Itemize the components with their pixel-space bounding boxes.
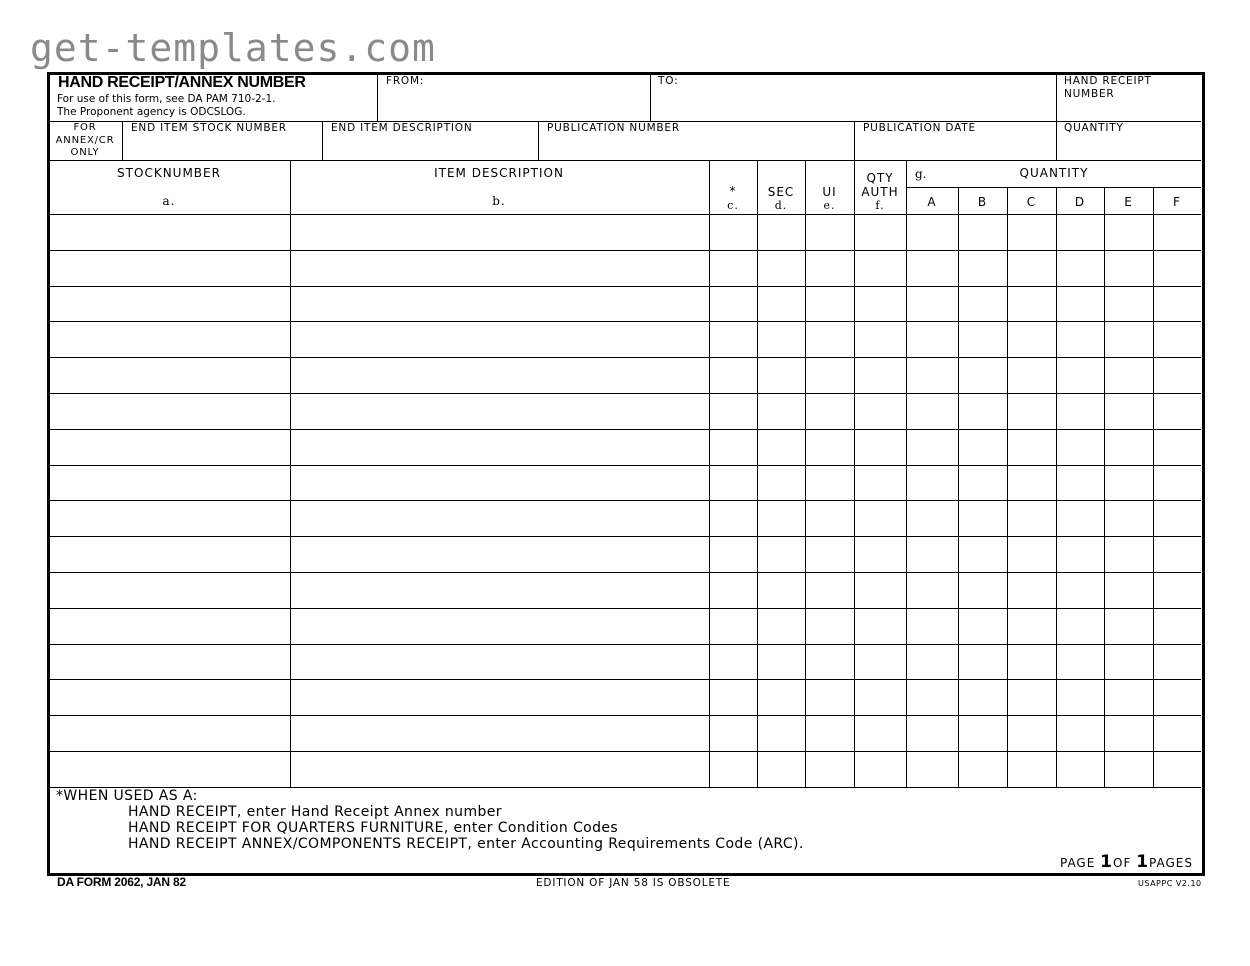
- cell-qty-b[interactable]: [960, 539, 1005, 569]
- cell-qty-e[interactable]: [1106, 432, 1151, 462]
- quantity-subheader-c: C: [1026, 195, 1037, 209]
- end-item-stock-number-field[interactable]: [124, 138, 320, 158]
- cell-ui[interactable]: [807, 539, 852, 569]
- cell-qty-d[interactable]: [1058, 718, 1102, 748]
- cell-stock-number[interactable]: [51, 324, 288, 354]
- cell-qty-f[interactable]: [1155, 539, 1199, 569]
- for-annex-label: [50, 122, 120, 160]
- publication-date-field[interactable]: [856, 138, 1054, 158]
- cell-qty-b[interactable]: [960, 575, 1005, 605]
- cell-qty-a[interactable]: [908, 217, 956, 247]
- cell-star[interactable]: [711, 360, 755, 390]
- form-id: DA FORM 2062, JAN 82: [57, 875, 186, 889]
- table-row: [49, 429, 1201, 465]
- cell-sec[interactable]: [759, 503, 803, 533]
- cell-stock-number[interactable]: [51, 647, 288, 677]
- col-star-header: *: [729, 184, 737, 198]
- quantity-subheader-e: E: [1124, 195, 1133, 209]
- cell-star[interactable]: [711, 718, 755, 748]
- cell-qty-e[interactable]: [1106, 289, 1151, 319]
- cell-ui[interactable]: [807, 217, 852, 247]
- cell-qty-b[interactable]: [960, 253, 1005, 283]
- cell-qty-c[interactable]: [1009, 682, 1054, 712]
- cell-qty-auth[interactable]: [856, 468, 904, 498]
- divider: [122, 122, 123, 160]
- cell-qty-b[interactable]: [960, 718, 1005, 748]
- cell-qty-d[interactable]: [1058, 253, 1102, 283]
- use-note: For use of this form, see DA PAM 710-2-1.: [57, 93, 276, 105]
- cell-qty-f[interactable]: [1155, 289, 1199, 319]
- cell-qty-b[interactable]: [960, 754, 1005, 784]
- cell-qty-e[interactable]: [1106, 682, 1151, 712]
- cell-qty-auth[interactable]: [856, 718, 904, 748]
- cell-qty-a[interactable]: [908, 396, 956, 426]
- cell-qty-c[interactable]: [1009, 253, 1054, 283]
- cell-stock-number[interactable]: [51, 289, 288, 319]
- cell-qty-a[interactable]: [908, 647, 956, 677]
- cell-ui[interactable]: [807, 396, 852, 426]
- cell-qty-auth[interactable]: [856, 647, 904, 677]
- cell-item-description[interactable]: [292, 396, 707, 426]
- cell-qty-d[interactable]: [1058, 539, 1102, 569]
- col-auth-letter: f.: [875, 199, 885, 212]
- cell-star[interactable]: [711, 324, 755, 354]
- cell-qty-e[interactable]: [1106, 611, 1151, 641]
- cell-sec[interactable]: [759, 324, 803, 354]
- cell-qty-c[interactable]: [1009, 647, 1054, 677]
- cell-qty-auth[interactable]: [856, 253, 904, 283]
- version: USAPPC V2.10: [1138, 879, 1202, 888]
- publication-number-label: PUBLICATION NUMBER: [547, 122, 680, 134]
- cell-qty-e[interactable]: [1106, 754, 1151, 784]
- cell-qty-a[interactable]: [908, 253, 956, 283]
- quantity-subheader-a: A: [927, 195, 937, 209]
- cell-qty-d[interactable]: [1058, 360, 1102, 390]
- cell-qty-a[interactable]: [908, 575, 956, 605]
- cell-item-description[interactable]: [292, 253, 707, 283]
- notes-line-1: HAND RECEIPT, enter Hand Receipt Annex number: [128, 804, 502, 820]
- cell-qty-d[interactable]: [1058, 575, 1102, 605]
- table-row: [49, 608, 1201, 644]
- cell-qty-f[interactable]: [1155, 647, 1199, 677]
- cell-qty-c[interactable]: [1009, 432, 1054, 462]
- divider: [322, 122, 323, 160]
- cell-qty-c[interactable]: [1009, 468, 1054, 498]
- cell-ui[interactable]: [807, 575, 852, 605]
- cell-qty-b[interactable]: [960, 432, 1005, 462]
- cell-sec[interactable]: [759, 611, 803, 641]
- cell-qty-a[interactable]: [908, 468, 956, 498]
- cell-qty-e[interactable]: [1106, 324, 1151, 354]
- cell-qty-f[interactable]: [1155, 575, 1199, 605]
- cell-qty-e[interactable]: [1106, 575, 1151, 605]
- publication-date-label: PUBLICATION DATE: [863, 122, 976, 134]
- cell-sec[interactable]: [759, 647, 803, 677]
- cell-qty-a[interactable]: [908, 289, 956, 319]
- cell-stock-number[interactable]: [51, 718, 288, 748]
- row-divider: [49, 787, 1201, 788]
- table-row: [49, 679, 1201, 715]
- cell-qty-c[interactable]: [1009, 289, 1054, 319]
- cell-item-description[interactable]: [292, 432, 707, 462]
- cell-qty-a[interactable]: [908, 539, 956, 569]
- cell-ui[interactable]: [807, 754, 852, 784]
- cell-sec[interactable]: [759, 718, 803, 748]
- cell-star[interactable]: [711, 503, 755, 533]
- cell-sec[interactable]: [759, 360, 803, 390]
- cell-qty-d[interactable]: [1058, 324, 1102, 354]
- page-indicator: [1060, 852, 1193, 872]
- watermark: get-templates.com: [30, 26, 436, 70]
- cell-qty-d[interactable]: [1058, 432, 1102, 462]
- publication-number-field[interactable]: [540, 138, 852, 158]
- cell-qty-auth[interactable]: [856, 754, 904, 784]
- cell-qty-b[interactable]: [960, 611, 1005, 641]
- divider: [538, 122, 539, 160]
- cell-stock-number[interactable]: [51, 539, 288, 569]
- to-field[interactable]: [653, 90, 1053, 118]
- cell-stock-number[interactable]: [51, 682, 288, 712]
- cell-qty-auth[interactable]: [856, 539, 904, 569]
- cell-item-description[interactable]: [292, 575, 707, 605]
- end-item-quantity-label: QUANTITY: [1064, 122, 1124, 134]
- cell-qty-e[interactable]: [1106, 718, 1151, 748]
- cell-qty-b[interactable]: [960, 360, 1005, 390]
- quantity-subheader-f: F: [1173, 195, 1181, 209]
- cell-qty-d[interactable]: [1058, 217, 1102, 247]
- page-number: 1: [1100, 852, 1113, 872]
- cell-qty-f[interactable]: [1155, 432, 1199, 462]
- cell-qty-a[interactable]: [908, 324, 956, 354]
- cell-stock-number[interactable]: [51, 575, 288, 605]
- cell-item-description[interactable]: [292, 718, 707, 748]
- cell-qty-f[interactable]: [1155, 611, 1199, 641]
- cell-qty-d[interactable]: [1058, 396, 1102, 426]
- cell-qty-a[interactable]: [908, 754, 956, 784]
- cell-qty-f[interactable]: [1155, 682, 1199, 712]
- table-row: [49, 572, 1201, 608]
- cell-item-description[interactable]: [292, 324, 707, 354]
- cell-qty-c[interactable]: [1009, 503, 1054, 533]
- end-item-quantity-field[interactable]: [1058, 138, 1197, 158]
- from-label: FROM:: [386, 75, 425, 87]
- cell-ui[interactable]: [807, 289, 852, 319]
- cell-qty-b[interactable]: [960, 647, 1005, 677]
- cell-stock-number[interactable]: [51, 217, 288, 247]
- cell-sec[interactable]: [759, 539, 803, 569]
- cell-sec[interactable]: [759, 682, 803, 712]
- of-label: OF: [1113, 856, 1132, 870]
- divider: [377, 74, 378, 121]
- col-quantity-letter: g.: [915, 167, 927, 181]
- divider: [650, 74, 651, 121]
- cell-item-description[interactable]: [292, 682, 707, 712]
- cell-qty-d[interactable]: [1058, 468, 1102, 498]
- edition-note: EDITION OF JAN 58 IS OBSOLETE: [536, 877, 731, 889]
- cell-ui[interactable]: [807, 647, 852, 677]
- cell-ui[interactable]: [807, 253, 852, 283]
- table-row: [49, 500, 1201, 536]
- cell-ui[interactable]: [807, 324, 852, 354]
- cell-qty-e[interactable]: [1106, 647, 1151, 677]
- cell-qty-d[interactable]: [1058, 647, 1102, 677]
- cell-star[interactable]: [711, 754, 755, 784]
- cell-star[interactable]: [711, 253, 755, 283]
- cell-star[interactable]: [711, 289, 755, 319]
- col-auth-header: AUTH: [861, 185, 899, 199]
- cell-stock-number[interactable]: [51, 468, 288, 498]
- cell-qty-auth[interactable]: [856, 432, 904, 462]
- cell-qty-d[interactable]: [1058, 289, 1102, 319]
- col-ui-letter: e.: [823, 199, 836, 212]
- cell-qty-e[interactable]: [1106, 396, 1151, 426]
- cell-qty-a[interactable]: [908, 360, 956, 390]
- page-label: PAGE: [1059, 856, 1096, 870]
- notes-line-3: HAND RECEIPT ANNEX/COMPONENTS RECEIPT, enter Accounting Requirements Code (ARC).: [128, 836, 804, 852]
- cell-qty-e[interactable]: [1106, 253, 1151, 283]
- cell-qty-b[interactable]: [960, 468, 1005, 498]
- divider: [906, 187, 1201, 188]
- col-ui-header: UI: [822, 185, 837, 199]
- table-row: [49, 536, 1201, 572]
- cell-ui[interactable]: [807, 503, 852, 533]
- cell-stock-number[interactable]: [51, 503, 288, 533]
- cell-qty-auth[interactable]: [856, 575, 904, 605]
- cell-qty-c[interactable]: [1009, 396, 1054, 426]
- cell-qty-e[interactable]: [1106, 360, 1151, 390]
- cell-star[interactable]: [711, 682, 755, 712]
- cell-item-description[interactable]: [292, 611, 707, 641]
- for-annex-label-line1: FOR: [73, 122, 97, 133]
- notes-heading: *WHEN USED AS A:: [56, 788, 198, 804]
- cell-sec[interactable]: [759, 289, 803, 319]
- cell-qty-f[interactable]: [1155, 324, 1199, 354]
- cell-star[interactable]: [711, 217, 755, 247]
- col-star-letter: c.: [727, 199, 739, 212]
- cell-item-description[interactable]: [292, 289, 707, 319]
- cell-qty-a[interactable]: [908, 503, 956, 533]
- cell-qty-f[interactable]: [1155, 718, 1199, 748]
- cell-qty-f[interactable]: [1155, 253, 1199, 283]
- col-stock-number-letter: a.: [162, 194, 176, 208]
- end-item-description-label: END ITEM DESCRIPTION: [331, 122, 473, 134]
- cell-stock-number[interactable]: [51, 432, 288, 462]
- cell-qty-auth[interactable]: [856, 396, 904, 426]
- cell-qty-f[interactable]: [1155, 503, 1199, 533]
- quantity-subheader-b: B: [977, 195, 988, 209]
- divider: [1056, 188, 1057, 214]
- cell-sec[interactable]: [759, 468, 803, 498]
- cell-qty-b[interactable]: [960, 217, 1005, 247]
- cell-ui[interactable]: [807, 682, 852, 712]
- cell-item-description[interactable]: [292, 360, 707, 390]
- table-row: [49, 286, 1201, 322]
- cell-item-description[interactable]: [292, 468, 707, 498]
- cell-qty-f[interactable]: [1155, 754, 1199, 784]
- hand-receipt-number-label-line1: HAND RECEIPT: [1064, 75, 1152, 87]
- cell-item-description[interactable]: [292, 539, 707, 569]
- cell-qty-auth[interactable]: [856, 217, 904, 247]
- cell-star[interactable]: [711, 432, 755, 462]
- divider: [854, 122, 855, 160]
- cell-star[interactable]: [711, 396, 755, 426]
- col-item-description-header: ITEM DESCRIPTION: [434, 166, 564, 180]
- cell-qty-b[interactable]: [960, 396, 1005, 426]
- cell-qty-e[interactable]: [1106, 539, 1151, 569]
- table-row: [49, 644, 1201, 680]
- divider: [1153, 188, 1154, 214]
- cell-qty-a[interactable]: [908, 432, 956, 462]
- cell-qty-auth[interactable]: [856, 503, 904, 533]
- cell-ui[interactable]: [807, 718, 852, 748]
- cell-qty-b[interactable]: [960, 324, 1005, 354]
- cell-qty-c[interactable]: [1009, 324, 1054, 354]
- cell-item-description[interactable]: [292, 754, 707, 784]
- cell-qty-f[interactable]: [1155, 360, 1199, 390]
- cell-qty-c[interactable]: [1009, 575, 1054, 605]
- for-annex-label-line2: ANNEX/CR: [55, 134, 115, 146]
- hand-receipt-number-label: [1064, 75, 1152, 101]
- cell-qty-d[interactable]: [1058, 611, 1102, 641]
- col-sec-header: SEC: [767, 185, 795, 199]
- col-stock-number-header: STOCKNUMBER: [117, 166, 221, 180]
- cell-qty-e[interactable]: [1106, 468, 1151, 498]
- cell-ui[interactable]: [807, 432, 852, 462]
- cell-qty-auth[interactable]: [856, 360, 904, 390]
- divider: [1007, 188, 1008, 214]
- cell-stock-number[interactable]: [51, 396, 288, 426]
- hand-receipt-number-field[interactable]: [1059, 102, 1197, 119]
- cell-qty-c[interactable]: [1009, 539, 1054, 569]
- cell-qty-auth[interactable]: [856, 324, 904, 354]
- cell-star[interactable]: [711, 647, 755, 677]
- notes-line-2: HAND RECEIPT FOR QUARTERS FURNITURE, enter Condition Codes: [128, 820, 619, 836]
- col-quantity-header: QUANTITY: [1019, 166, 1089, 180]
- col-qty-header: QTY: [866, 171, 894, 185]
- cell-qty-auth[interactable]: [856, 289, 904, 319]
- cell-sec[interactable]: [759, 432, 803, 462]
- cell-qty-f[interactable]: [1155, 396, 1199, 426]
- cell-qty-auth[interactable]: [856, 611, 904, 641]
- cell-ui[interactable]: [807, 468, 852, 498]
- table-row: [49, 393, 1201, 429]
- col-item-description-letter: b.: [492, 194, 506, 208]
- end-item-stock-number-label: END ITEM STOCK NUMBER: [131, 122, 287, 134]
- table-row: [49, 715, 1201, 751]
- cell-sec[interactable]: [759, 396, 803, 426]
- cell-qty-a[interactable]: [908, 718, 956, 748]
- cell-qty-auth[interactable]: [856, 682, 904, 712]
- cell-qty-c[interactable]: [1009, 718, 1054, 748]
- table-row: [49, 321, 1201, 357]
- cell-sec[interactable]: [759, 253, 803, 283]
- divider: [1056, 122, 1057, 160]
- cell-sec[interactable]: [759, 754, 803, 784]
- hand-receipt-number-label-line2: NUMBER: [1064, 88, 1115, 100]
- cell-star[interactable]: [711, 611, 755, 641]
- cell-qty-d[interactable]: [1058, 503, 1102, 533]
- divider: [49, 160, 1201, 161]
- cell-qty-c[interactable]: [1009, 217, 1054, 247]
- cell-item-description[interactable]: [292, 217, 707, 247]
- cell-stock-number[interactable]: [51, 360, 288, 390]
- pages-label: PAGES: [1149, 856, 1193, 870]
- cell-qty-d[interactable]: [1058, 754, 1102, 784]
- cell-qty-a[interactable]: [908, 682, 956, 712]
- to-label: TO:: [658, 75, 679, 87]
- cell-sec[interactable]: [759, 575, 803, 605]
- table-row: [49, 465, 1201, 501]
- cell-qty-c[interactable]: [1009, 360, 1054, 390]
- cell-qty-b[interactable]: [960, 289, 1005, 319]
- cell-stock-number[interactable]: [51, 754, 288, 784]
- table-row: [49, 751, 1201, 787]
- cell-qty-e[interactable]: [1106, 503, 1151, 533]
- cell-qty-c[interactable]: [1009, 611, 1054, 641]
- divider: [958, 188, 959, 214]
- cell-stock-number[interactable]: [51, 253, 288, 283]
- cell-item-description[interactable]: [292, 647, 707, 677]
- divider: [1104, 188, 1105, 214]
- from-field[interactable]: [380, 90, 648, 118]
- cell-qty-b[interactable]: [960, 682, 1005, 712]
- divider: [1056, 74, 1057, 121]
- cell-star[interactable]: [711, 539, 755, 569]
- end-item-description-field[interactable]: [324, 138, 536, 158]
- cell-qty-f[interactable]: [1155, 468, 1199, 498]
- table-row: [49, 214, 1201, 250]
- total-pages: 1: [1136, 852, 1150, 872]
- table-row: [49, 250, 1201, 286]
- cell-qty-a[interactable]: [908, 611, 956, 641]
- cell-sec[interactable]: [759, 217, 803, 247]
- cell-star[interactable]: [711, 468, 755, 498]
- cell-star[interactable]: [711, 575, 755, 605]
- cell-ui[interactable]: [807, 611, 852, 641]
- cell-qty-f[interactable]: [1155, 217, 1199, 247]
- cell-item-description[interactable]: [292, 503, 707, 533]
- proponent-note: The Proponent agency is ODCSLOG.: [57, 106, 246, 118]
- cell-ui[interactable]: [807, 360, 852, 390]
- for-annex-label-line3: ONLY: [70, 147, 100, 158]
- form-title: HAND RECEIPT/ANNEX NUMBER: [58, 74, 306, 91]
- quantity-subheader-d: D: [1074, 195, 1086, 209]
- cell-stock-number[interactable]: [51, 611, 288, 641]
- cell-qty-c[interactable]: [1009, 754, 1054, 784]
- cell-qty-e[interactable]: [1106, 217, 1151, 247]
- cell-qty-b[interactable]: [960, 503, 1005, 533]
- col-sec-letter: d.: [774, 199, 788, 212]
- table-row: [49, 357, 1201, 393]
- cell-qty-d[interactable]: [1058, 682, 1102, 712]
